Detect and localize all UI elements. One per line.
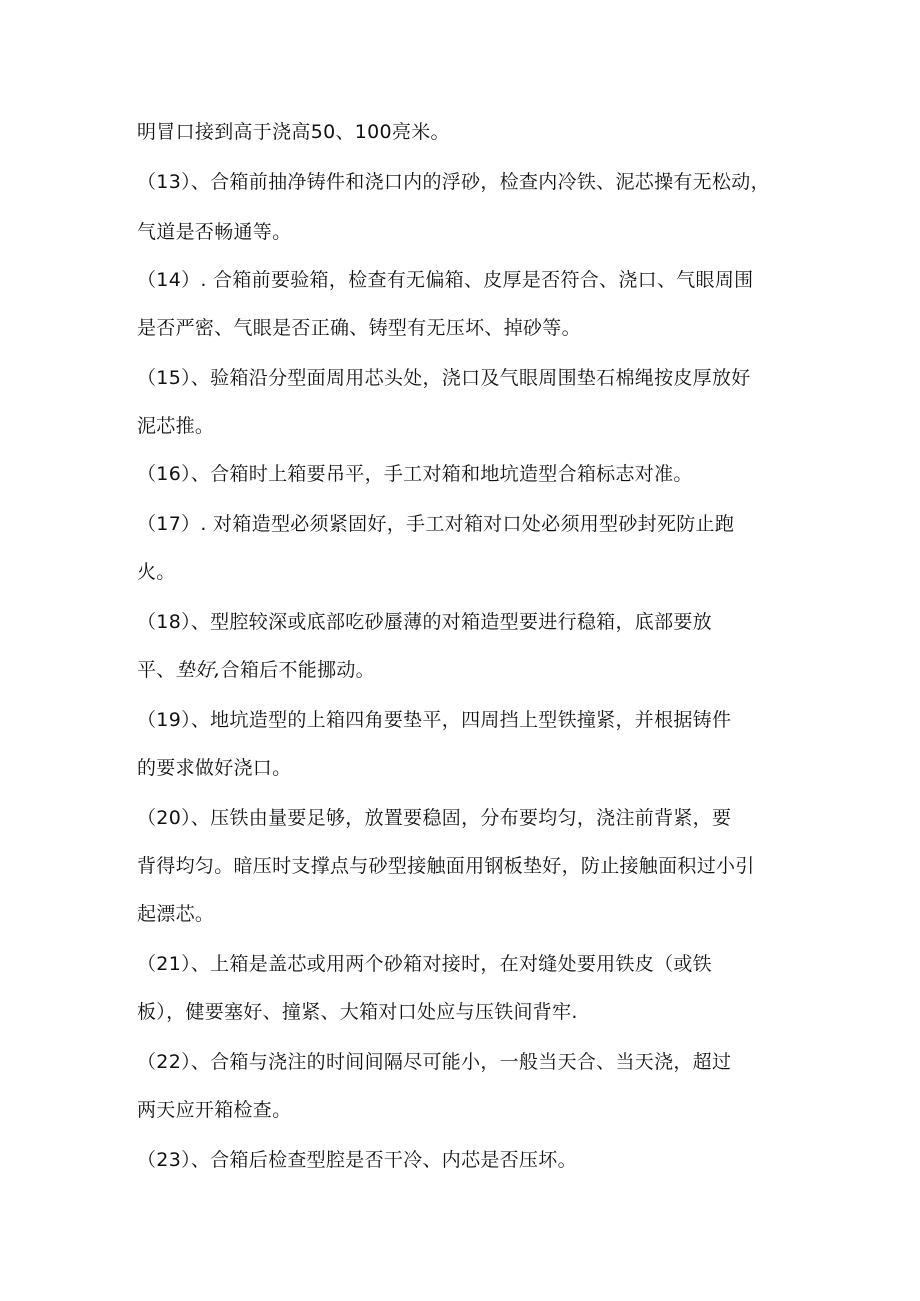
text-line: （21）、上箱是盖芯或用两个砂箱对接时，在对缝处要用铁皮（或铁	[137, 953, 712, 975]
text-line: 气道是否畅通等。	[137, 221, 292, 243]
text-line: （20）、压铁由量要足够，放置要稳固，分布要均匀，浇注前背紧，要	[137, 807, 732, 829]
text-line	[137, 658, 375, 682]
italic-text-segment: 垫好,	[175, 659, 221, 681]
text-line: （15）、验箱沿分型面周用芯头处，浇口及气眼周围垫石棉绳按皮厚放好	[137, 367, 751, 389]
text-line: （19）、地坑造型的上箱四角要垫平，四周挡上型铁撞紧，并根据铸件	[137, 709, 732, 731]
text-line: （18）、型腔较深或底部吃砂蜃薄的对箱造型要进行稳箱，底部要放	[137, 611, 712, 633]
text-line: （22）、合箱与浇注的时间间隔尽可能小，一般当天合、当天浇，超过	[137, 1051, 732, 1073]
text-line: （23）、合箱后检查型腔是否干冷、内芯是否压坏。	[137, 1149, 577, 1171]
text-line: （17）. 对箱造型必须紧固好，手工对箱对口处必须用型砂封死防止跑	[137, 513, 735, 535]
text-line: 泥芯推。	[137, 415, 215, 437]
text-line: 起漂芯。	[137, 903, 215, 925]
text-line: （16）、合箱时上箱要吊平，手工对箱和地坑造型合箱标志对准。	[137, 463, 693, 485]
text-segment: 合箱后不能挪动。	[220, 659, 375, 681]
text-line: 火。	[137, 561, 176, 583]
text-line: 明冒口接到高于浇高50、100亮米。	[137, 121, 450, 143]
text-line: 两天应开箱检查。	[137, 1099, 292, 1121]
text-line: 是否严密、气眼是否正确、铸型有无压坏、掉砂等。	[137, 317, 581, 339]
text-line: 的要求做好浇口。	[137, 757, 292, 779]
text-segment: 平、	[137, 659, 176, 681]
text-line: 板），健要塞好、撞紧、大箱对口处应与压铁间背牢.	[137, 1001, 578, 1023]
text-line: （14）. 合箱前要验箱，检查有无偏箱、皮厚是否符合、浇口、气眼周围	[137, 269, 754, 291]
text-line: （13）、合箱前抽净铸件和浇口内的浮砂，检查内冷铁、泥芯操有无松动，	[137, 171, 770, 193]
text-line: 背得均匀。暗压时支撑点与砂型接触面用钢板垫好，防止接触面积过小引	[137, 855, 755, 877]
